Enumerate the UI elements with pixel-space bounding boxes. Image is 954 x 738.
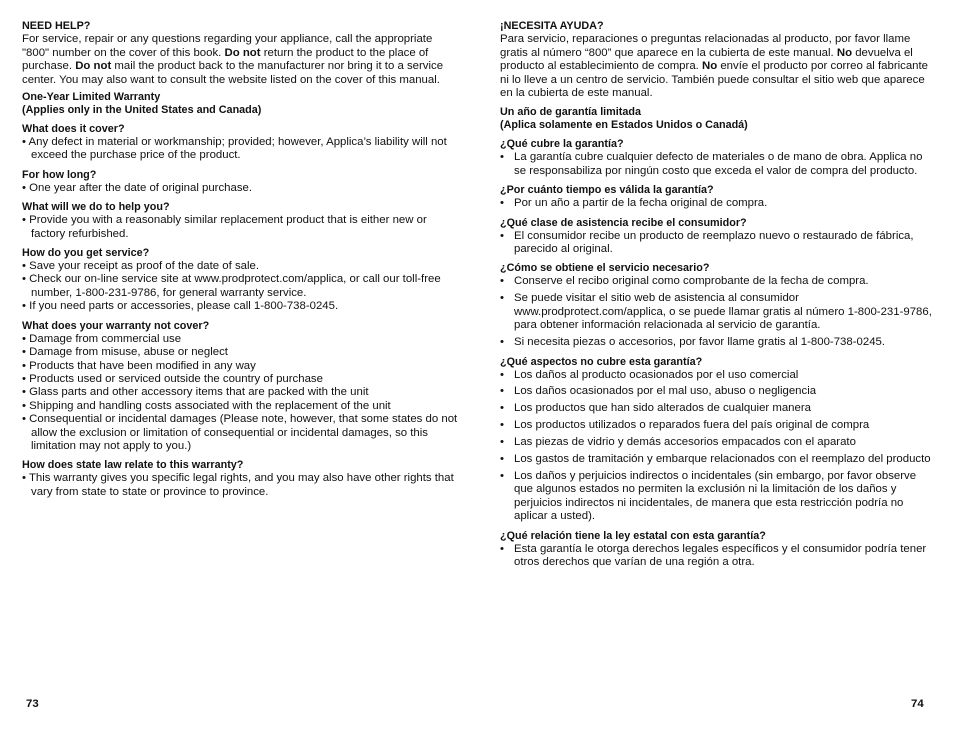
list-item: • Glass parts and other accessory items that are packed with the unit	[22, 386, 369, 399]
list-item: • El consumidor recibe un producto de reemplazo nuevo o restaurado de fábrica, parecido al original.	[500, 230, 936, 257]
question-not-covered: ¿Qué aspectos no cubre esta garantía?	[500, 355, 703, 368]
question-state-law: ¿Qué relación tiene la ley estatal con esta garantía?	[500, 529, 766, 542]
list-item: • Provide you with a reasonably similar replacement product that is either new or factory refurbished.	[22, 214, 427, 240]
answer-list	[22, 136, 460, 163]
list-item: • Los daños ocasionados por el mal uso, abuso o negligencia	[500, 385, 936, 398]
need-help-paragraph: For service, repair or any questions regarding your appliance, call the appropriate "800" number on the cover of this book. Do not return the product to the place of purchase. Do not mail the product back to the manufacturer nor bring it to a service center. You may also want to consult the website listed on the cover of this manual.	[22, 33, 444, 86]
question-help: What will we do to help you?	[22, 201, 170, 214]
list-item: • Check our on-line service site at www.prodprotect.com/applica, or call our toll-free number, 1-800-231-9786, for general warranty service.	[22, 273, 441, 299]
list-item: • Any defect in material or workmanship; provided; however, Applica’s liability will not exceed the purchase price of the product.	[22, 136, 447, 162]
warranty-title: Un año de garantía limitada	[500, 106, 641, 119]
list-item: • One year after the date of original purchase.	[22, 181, 253, 194]
list-item: • Damage from commercial use	[22, 332, 182, 345]
list-item: • Los productos utilizados o reparados fuera del país original de compra	[500, 419, 936, 432]
question-coverage: ¿Qué cubre la garantía?	[500, 138, 624, 151]
list-item: • Consequential or incidental damages (Please note, however, that some states do not allow the exclusion or limitation of consequential or incidental damages, so this limitation may not apply to you.)	[22, 413, 458, 452]
answer-list	[22, 182, 460, 195]
list-item: • Los daños y perjuicios indirectos o incidentales (sin embargo, por favor observe que algunos estados no permiten la exclusión ni la limitación de los daños y perjuicios indirectos ni incidentales, de manera que esta restricción podría no aplicar a usted).	[500, 470, 936, 524]
answer-list	[500, 543, 936, 570]
answer-list	[22, 333, 460, 454]
list-item: • Save your receipt as proof of the date of sale.	[22, 260, 260, 273]
question-duration: For how long?	[22, 168, 97, 181]
question-state-law: How does state law relate to this warranty?	[22, 459, 244, 472]
question-help: ¿Qué clase de asistencia recibe el consumidor?	[500, 216, 747, 229]
list-item: • Por un año a partir de la fecha original de compra.	[500, 197, 936, 210]
warranty-subtitle: (Applies only in the United States and Canada)	[22, 104, 262, 117]
answer-list	[500, 275, 936, 349]
warranty-title: One-Year Limited Warranty	[22, 91, 161, 104]
need-help-heading: NEED HELP?	[22, 20, 91, 32]
list-item: • Los daños al producto ocasionados por el uso comercial	[500, 369, 936, 382]
english-column	[22, 20, 460, 499]
answer-list	[500, 230, 936, 257]
list-item: • Los gastos de tramitación y embarque relacionados con el reemplazo del producto	[500, 453, 936, 466]
answer-list	[500, 369, 936, 524]
need-help-paragraph: Para servicio, reparaciones o preguntas relacionadas al producto, por favor llame gratis al número “800” que aparece en la cubierta de este manual. No devuelva el producto al establecimiento de compra. No envíe el producto por correo al fabricante ni lo lleve a un centro de servicio. También puede consultar el sitio web que aparece en la cubierta de este manual.	[500, 33, 929, 100]
question-not-covered: What does your warranty not cover?	[22, 319, 210, 332]
page-number-right: 74	[911, 698, 924, 710]
list-item: • If you need parts or accessories, please call 1-800-738-0245.	[22, 300, 339, 313]
question-duration: ¿Por cuánto tiempo es válida la garantía?	[500, 184, 714, 197]
list-item: • La garantía cubre cualquier defecto de materiales o de mano de obra. Applica no se responsabiliza por ningún costo que exceda el valor de compra del producto.	[500, 151, 936, 178]
list-item: • This warranty gives you specific legal rights, and you may also have other rights that vary from state to state or province to province.	[22, 472, 454, 498]
list-item: • Las piezas de vidrio y demás accesorios empacados con el aparato	[500, 436, 936, 449]
spanish-column	[500, 20, 936, 569]
list-item: • Si necesita piezas o accesorios, por favor llame gratis al 1-800-738-0245.	[500, 336, 936, 349]
list-item: • Los productos que han sido alterados de cualquier manera	[500, 402, 936, 415]
question-service: ¿Cómo se obtiene el servicio necesario?	[500, 262, 710, 275]
need-help-heading: ¡NECESITA AYUDA?	[500, 20, 604, 32]
answer-list	[22, 260, 460, 314]
list-item: • Products that have been modified in any way	[22, 359, 256, 372]
list-item: • Se puede visitar el sitio web de asistencia al consumidor www.prodprotect.com/applica, o se puede llamar gratis al número 1-800-231-9786, para obtener información relacionada al servicio de garantía.	[500, 292, 936, 332]
list-item: • Conserve el recibo original como comprobante de la fecha de compra.	[500, 275, 936, 288]
list-item: • Damage from misuse, abuse or neglect	[22, 346, 228, 359]
list-item: • Shipping and handling costs associated with the replacement of the unit	[22, 399, 391, 412]
list-item: • Esta garantía le otorga derechos legales específicos y el consumidor podría tener otros derechos que varían de una región a otra.	[500, 543, 936, 570]
page-number-left: 73	[26, 698, 39, 710]
answer-list	[22, 214, 460, 241]
question-coverage: What does it cover?	[22, 123, 125, 136]
answer-list	[22, 472, 460, 499]
question-service: How do you get service?	[22, 247, 150, 260]
answer-list	[500, 197, 936, 210]
list-item: • Products used or serviced outside the country of purchase	[22, 372, 323, 385]
answer-list	[500, 151, 936, 178]
warranty-subtitle: (Aplica solamente en Estados Unidos o Canadá)	[500, 119, 748, 132]
